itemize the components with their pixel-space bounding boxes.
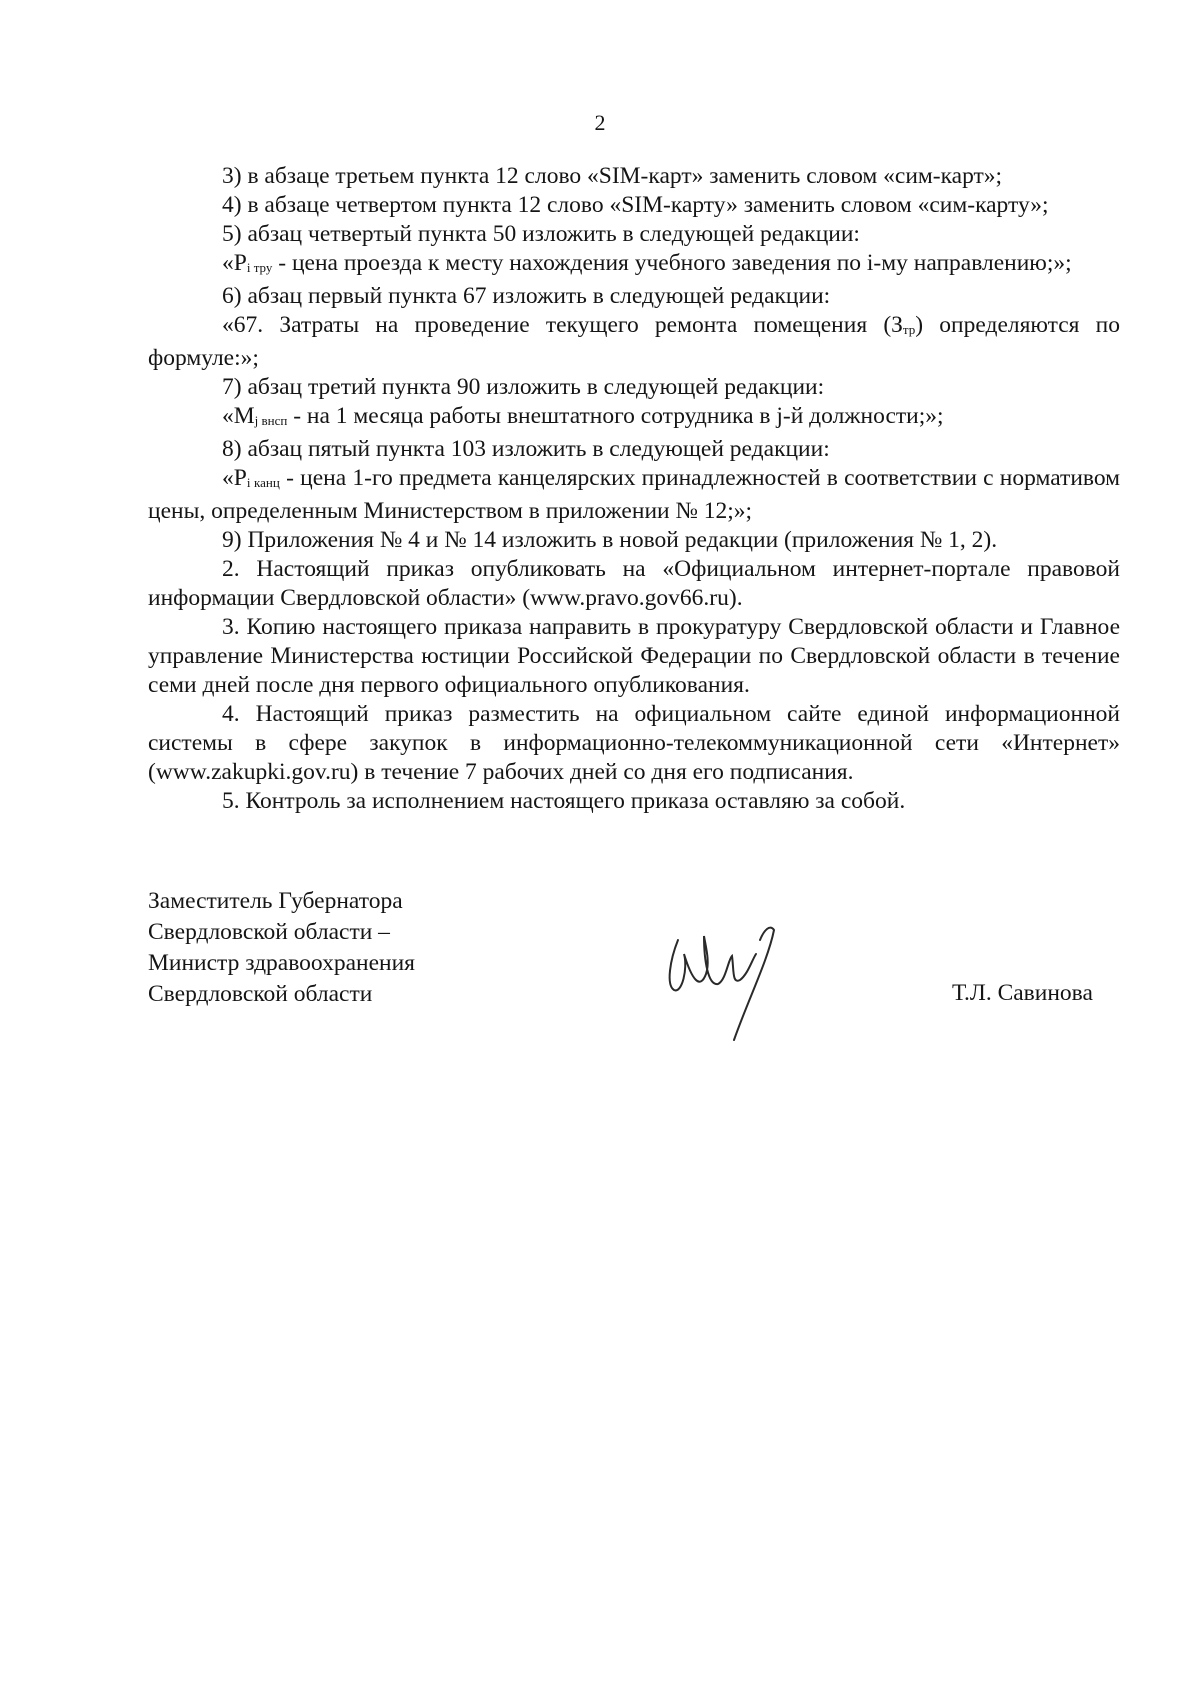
formula-symbol: «P xyxy=(222,250,247,276)
order-text xyxy=(148,162,1120,816)
paragraph-4: 4. Настоящий приказ разместить на официальном сайте единой информационной системы в сфере закупок в информационно-телекоммуникационной сети «Интернет» (www.zakupki.gov.ru) в течение 7 рабочих дней со дня его подписания. xyxy=(148,701,1120,785)
item-5: 5) абзац четвертый пункта 50 изложить в следующей редакции: xyxy=(222,221,860,247)
formula-subscript: i канц xyxy=(246,475,280,490)
item-8-quote: «Pi канц - цена 1-го предмета канцелярских принадлежностей в соответствии с нормативом цены, определенным Министерством в приложении № 12;»; xyxy=(148,465,1121,524)
position-line: Заместитель Губернатора xyxy=(148,888,403,914)
formula-subscript: j внсп xyxy=(254,413,288,428)
item-5-quote xyxy=(148,249,1120,282)
handwritten-signature xyxy=(648,890,798,1050)
position-line: Свердловской области – xyxy=(148,919,390,945)
paragraph-3: 3. Копию настоящего приказа направить в прокуратуру Свердловской области и Главное управление Министерства юстиции Российской Федерации по Свердловской области в течение семи дней после дня первого официального опубликования. xyxy=(148,614,1120,698)
item-9: 9) Приложения № 4 и № 14 изложить в новой редакции (приложения № 1, 2). xyxy=(222,527,998,553)
position-line: Министр здравоохранения xyxy=(148,950,415,976)
item-6-quote: «67. Затраты на проведение текущего ремонта помещения (Зтр) определяются по формуле:»; xyxy=(148,312,1120,371)
paragraph-2: 2. Настоящий приказ опубликовать на «Официальном интернет-портале правовой информации Свердловской области» (www.pravo.gov66.ru). xyxy=(148,556,1120,611)
position-line: Свердловской области xyxy=(148,981,373,1007)
item-3: 3) в абзаце третьем пункта 12 слово «SIM-карт» заменить словом «сим-карт»; xyxy=(222,163,1003,189)
signatory-position xyxy=(148,886,415,1010)
item-7: 7) абзац третий пункта 90 изложить в следующей редакции: xyxy=(222,374,825,400)
paragraph-5: 5. Контроль за исполнением настоящего приказа оставляю за собой. xyxy=(222,788,906,814)
page-number: 2 xyxy=(594,110,606,135)
item-4: 4) в абзаце четвертом пункта 12 слово «SIM-карту» заменить словом «сим-карту»; xyxy=(222,192,1049,218)
signer-name: Т.Л. Савинова xyxy=(952,980,1093,1006)
formula-subscript: тр xyxy=(902,322,916,337)
formula-subscript: i тру xyxy=(246,260,273,275)
item-6: 6) абзац первый пункта 67 изложить в следующей редакции: xyxy=(222,283,831,309)
item-8: 8) абзац пятый пункта 103 изложить в следующей редакции: xyxy=(222,436,830,462)
item-7-quote: «Mj внсп - на 1 месяца работы внештатного сотрудника в j-й должности;»; xyxy=(222,403,944,429)
formula-definition: - цена проезда к месту нахождения учебного заведения по i-му направлению;»; xyxy=(272,250,1072,276)
